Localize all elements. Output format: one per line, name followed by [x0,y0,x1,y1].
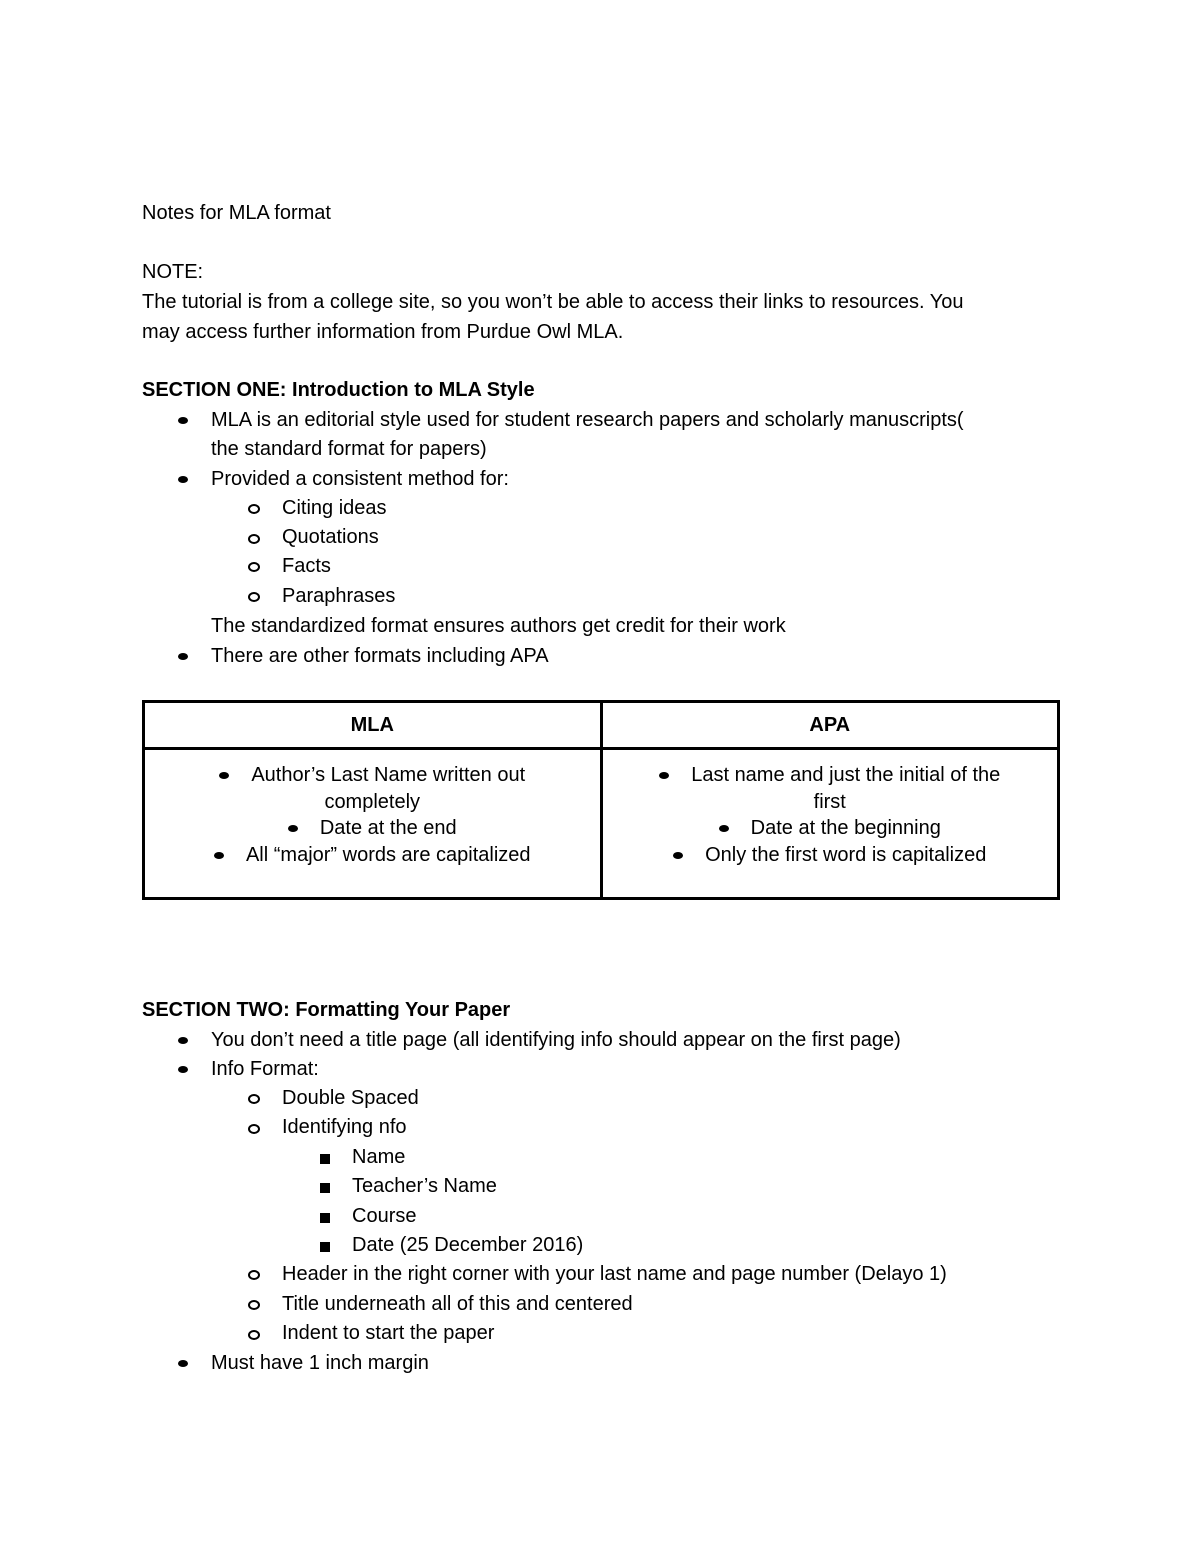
apa-item-1 [611,762,1050,789]
note-line-2: may access further information from Purdue Owl MLA. [142,321,624,343]
s1-sub-item: Facts [282,555,331,577]
bullet-disc-icon [178,1066,188,1073]
s1-bullet1-line2: the standard format for papers) [211,438,487,460]
bullet-circle-icon [248,1124,260,1134]
bullet-disc-icon [659,772,669,779]
bullet-disc-icon [288,825,298,832]
s1-sub-item: Paraphrases [282,585,396,607]
bullet-disc-icon [178,476,188,483]
apa-item-3-text: Only the first word is capitalized [705,843,987,866]
note-label: NOTE: [142,261,204,283]
bullet-disc-icon [178,1360,188,1367]
s1-sub-item: Quotations [282,526,379,548]
s2-bullet2: Info Format: [211,1058,319,1080]
mla-item-2 [153,815,592,842]
bullet-disc-icon [219,772,229,779]
table-header-mla: MLA [144,702,602,749]
mla-apa-table [142,700,1060,900]
bullet-square-icon [320,1213,330,1223]
mla-item-1-cont: completely [324,790,421,813]
apa-item-1-text: Last name and just the initial of the [691,764,1001,786]
apa-item-3 [611,842,1050,869]
note-line-1: The tutorial is from a college site, so you won’t be able to access their links to resources. You [142,291,964,313]
bullet-circle-icon [248,504,260,514]
s1-continuation: The standardized format ensures authors get credit for their work [211,615,786,637]
bullet-disc-icon [178,1037,188,1044]
bullet-circle-icon [248,1094,260,1104]
bullet-square-icon [320,1242,330,1252]
s2-bullet1: You don’t need a title page (all identifying info should appear on the first page) [211,1029,901,1051]
mla-cell [144,749,602,899]
bullet-disc-icon [673,852,683,859]
s2-sub4: Title underneath all of this and centered [282,1293,633,1315]
apa-item-2-text: Date at the beginning [750,817,941,839]
bullet-disc-icon [214,852,224,859]
s2-sub2: Identifying nfo [282,1116,407,1138]
bullet-square-icon [320,1183,330,1193]
mla-item-1 [153,762,592,789]
s2-subsub-item: Name [352,1146,406,1168]
table-header-apa: APA [601,702,1059,749]
bullet-circle-icon [248,562,260,572]
s2-sub5: Indent to start the paper [282,1322,495,1344]
s1-bullet2: Provided a consistent method for: [211,468,509,490]
apa-item-2 [611,815,1050,842]
s2-bullet3: Must have 1 inch margin [211,1352,429,1374]
bullet-disc-icon [178,417,188,424]
s2-subsub-item: Date (25 December 2016) [352,1234,584,1256]
mla-item-3-text: All “major” words are capitalized [245,843,531,866]
document-title: Notes for MLA format [142,202,331,224]
s2-sub3: Header in the right corner with your last name and page number (Delayo 1) [282,1263,947,1285]
s1-bullet3: There are other formats including APA [211,645,549,667]
bullet-circle-icon [248,534,260,544]
s2-subsub-item: Teacher’s Name [352,1175,497,1197]
bullet-circle-icon [248,1330,260,1340]
bullet-disc-icon [178,653,188,660]
mla-item-2-text: Date at the end [319,817,457,839]
section-one-heading: SECTION ONE: Introduction to MLA Style [142,379,535,401]
s2-subsub-item: Course [352,1205,417,1227]
bullet-square-icon [320,1154,330,1164]
mla-item-3 [153,842,592,869]
bullet-circle-icon [248,592,260,602]
mla-item-1-text: Author’s Last Name written out [251,764,526,786]
s2-sub1: Double Spaced [282,1087,419,1109]
bullet-circle-icon [248,1300,260,1310]
apa-item-1-cont: first [813,790,846,813]
section-two-heading: SECTION TWO: Formatting Your Paper [142,999,511,1021]
apa-cell [601,749,1059,899]
bullet-disc-icon [719,825,729,832]
s1-bullet1-line1: MLA is an editorial style used for student research papers and scholarly manuscripts( [211,409,964,431]
bullet-circle-icon [248,1270,260,1280]
s1-sub-item: Citing ideas [282,497,387,519]
